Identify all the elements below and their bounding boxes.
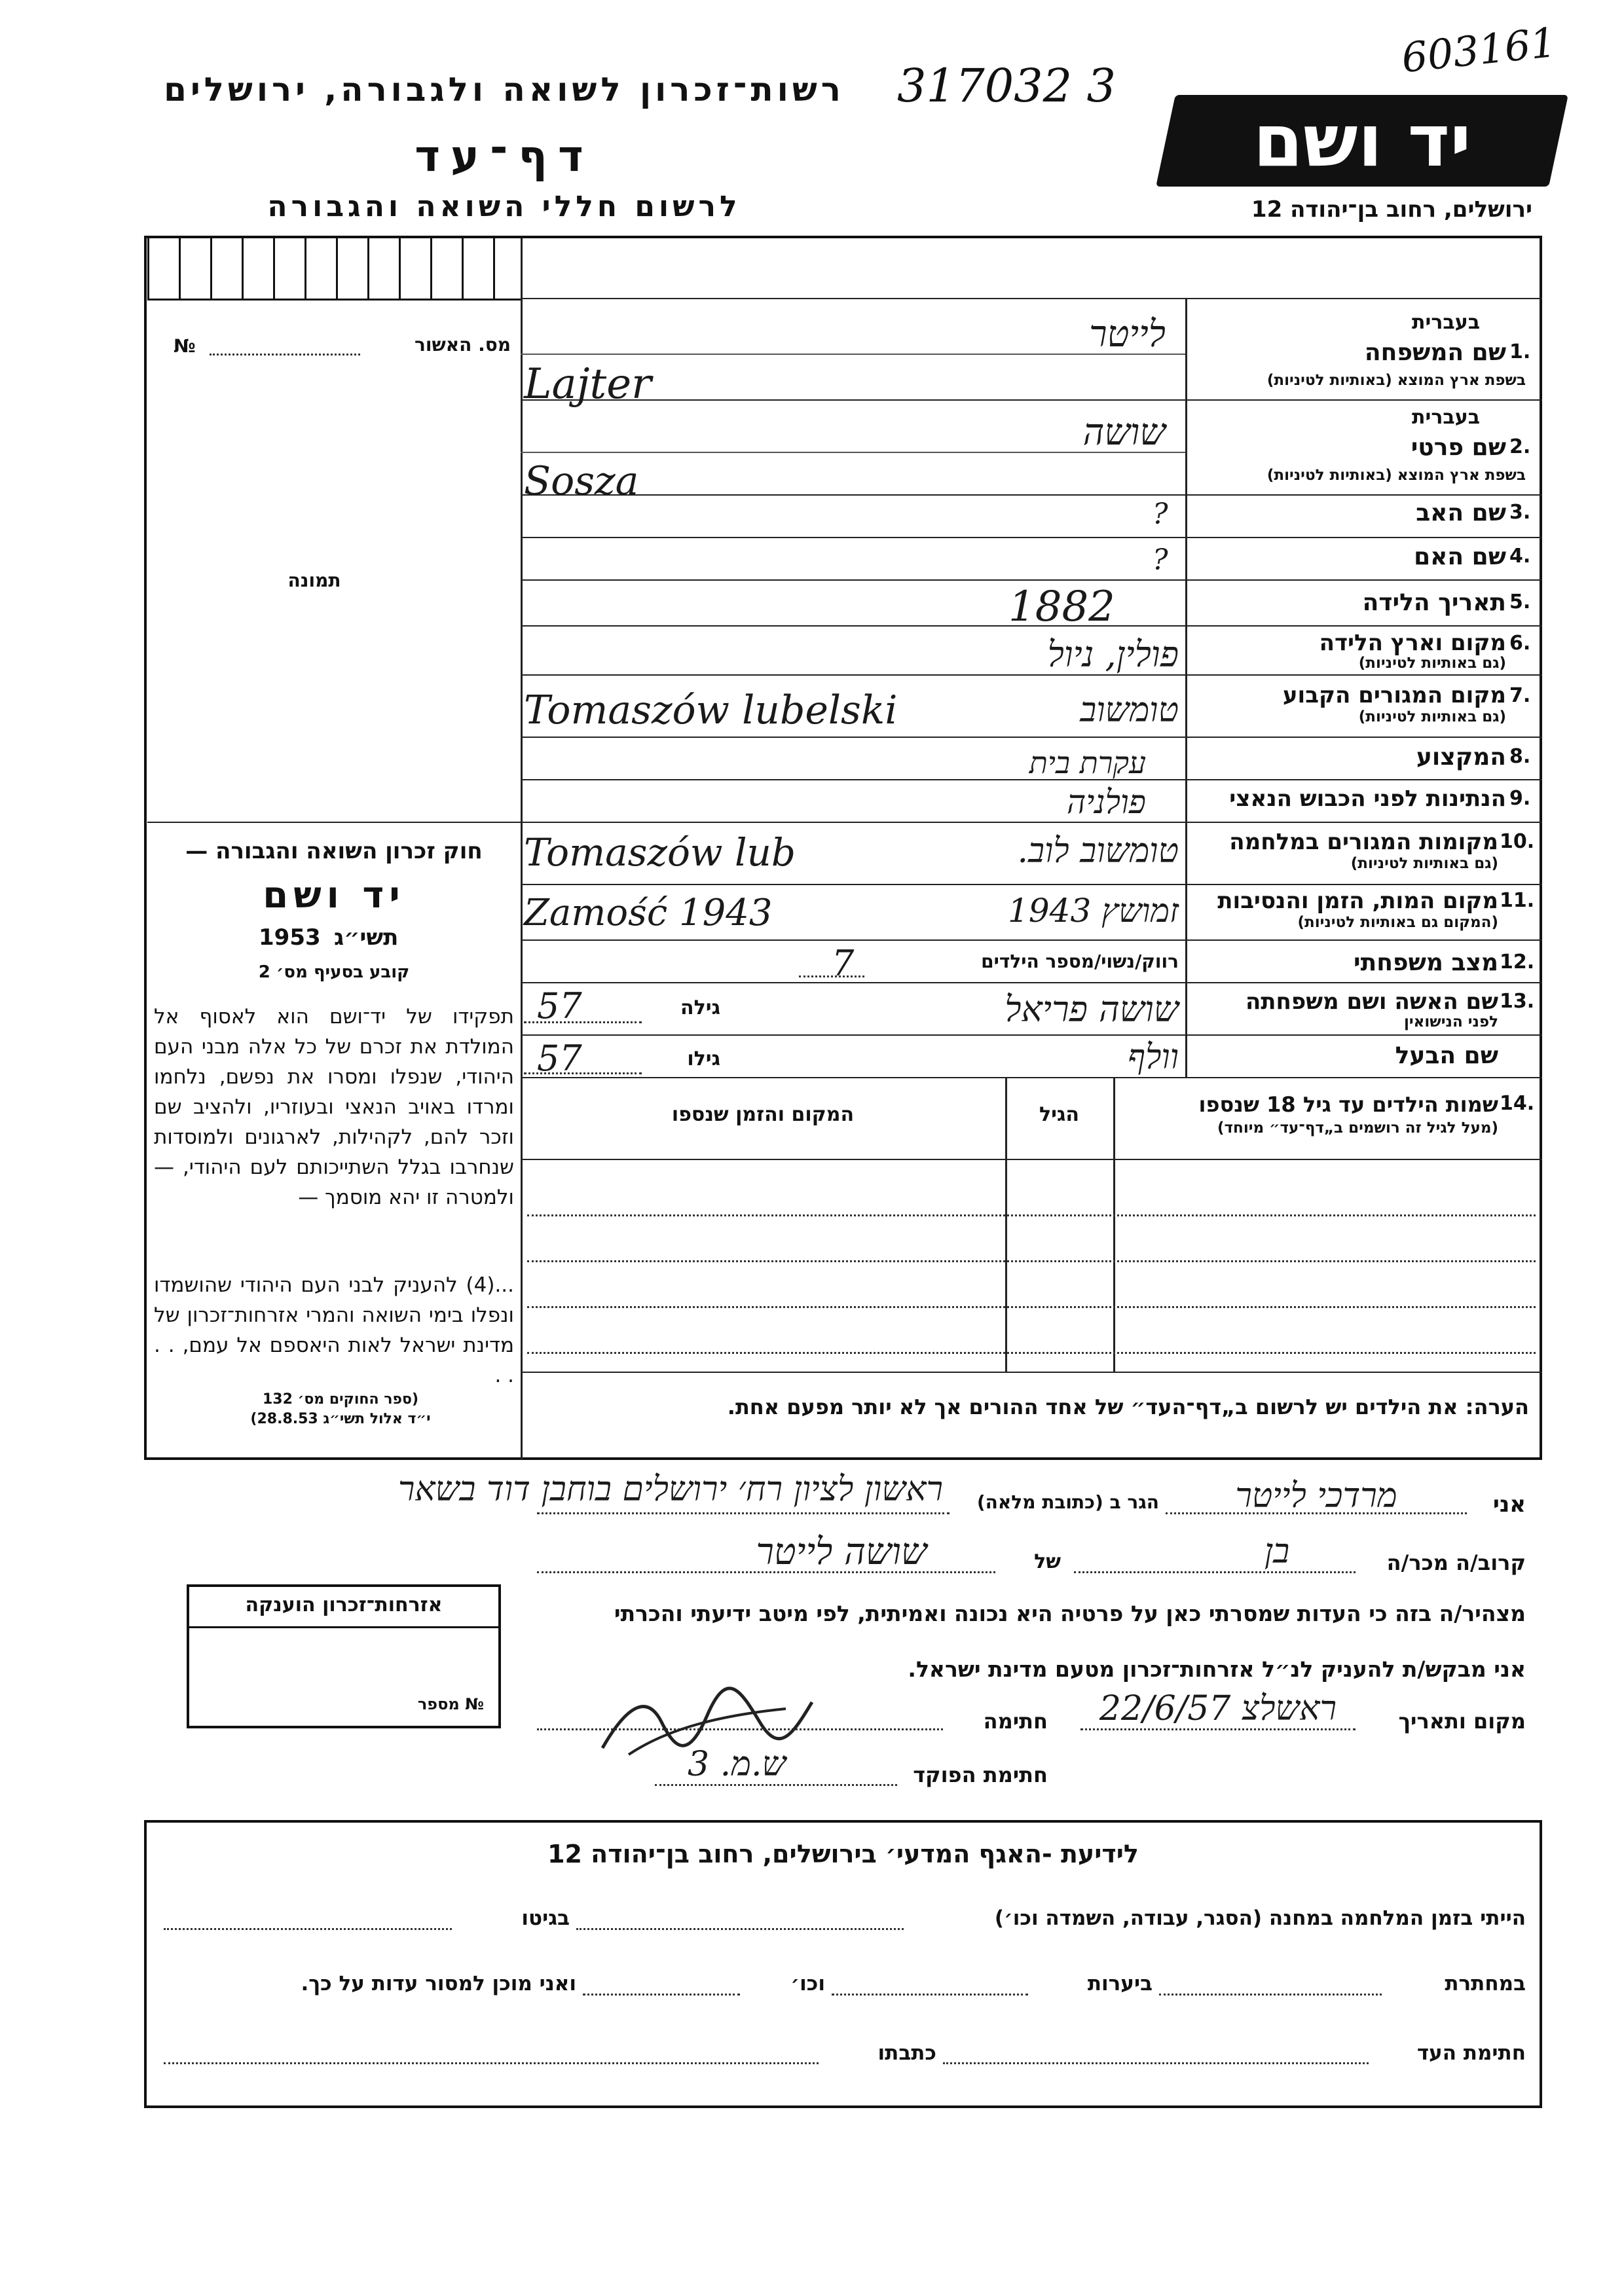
form-title: דף־עד [415, 131, 594, 181]
law-ref-1: (ספר החוקים מס׳ 132 [262, 1391, 419, 1408]
signature-label: חתימה [983, 1709, 1048, 1734]
field-13-age: 57 [537, 985, 582, 1027]
children-label: שמות הילדים עד גיל 18 שנספו [1198, 1092, 1498, 1117]
children-row-line [527, 1352, 1536, 1354]
field-11-value-heb: זמושץ 1943 [1008, 892, 1179, 930]
decl-name: מרדכי לייטר [1235, 1476, 1397, 1516]
field-13-sub: לפני הנישואין [1404, 1013, 1498, 1030]
decl-prefix: אני [1492, 1491, 1526, 1518]
decl-name-line [1166, 1512, 1467, 1514]
field-10-num: 10. [1500, 830, 1535, 853]
law-section: קובע בסעיף מס׳ 2 [258, 962, 410, 982]
info-row2-c: וכו׳ [790, 1972, 825, 1995]
law-box-top [147, 822, 521, 823]
stamp-number: 317032 3 [897, 59, 1116, 113]
field-10-sub: (גם באותיות לטיניות) [1350, 855, 1498, 872]
decl-line-4: אני מבקש/ת להעניק לנ״ל אזרחות־זכרון מטעם מדינת ישראל. [908, 1656, 1526, 1682]
field-13-num: 13. [1500, 990, 1535, 1013]
officer-line [655, 1784, 897, 1786]
field-12-line [799, 975, 864, 977]
field-1-label: שם המשפחה [1364, 339, 1506, 366]
husband-age: 57 [537, 1038, 582, 1079]
field-2-label: שם פרטי [1411, 434, 1506, 461]
info-row3-b: כתבתו [877, 2041, 936, 2065]
place-date-value: ראשלצ 22/6/57 [1099, 1689, 1337, 1728]
info-row3-line-b [164, 2062, 819, 2064]
place-date-line [1080, 1728, 1356, 1730]
decl-deceased-name: שושה לייטר [756, 1531, 927, 1573]
field-1-sub: בשפת ארץ המוצא (באותיות לטיניות) [1266, 372, 1526, 389]
field-11-label: מקום המות, הזמן והנסיבות [1217, 888, 1498, 914]
field-3-num: 3. [1509, 501, 1531, 524]
field-2-value-heb: שושה [1082, 411, 1166, 454]
field-3-value: ? [1153, 498, 1168, 531]
photo-label: תמונה [287, 570, 341, 591]
children-sub: (מעל לגיל זה רושמים ב„דף־עד״ מיוחד) [1217, 1120, 1498, 1137]
field-13-value: שושה פריאל [1005, 989, 1179, 1030]
row-sep [521, 399, 1542, 401]
field-12-num: 12. [1500, 951, 1535, 974]
field-10-value-lat: Tomaszów lub [524, 830, 796, 875]
info-row2-d: ואני מוכן למסור עדות על כך. [301, 1972, 576, 1995]
children-divider-1 [1113, 1077, 1115, 1372]
row-sep [521, 537, 1542, 538]
field-10-label: מקומות המגורים במלחמה [1229, 829, 1498, 855]
officer-label: חתימת הפוקד [913, 1762, 1048, 1787]
decl-of: של [1034, 1550, 1061, 1573]
info-row3-a: חתימת העד [1416, 2041, 1526, 2065]
husband-label: שם הבעל [1395, 1042, 1498, 1069]
form-subtitle: לרשום חללי השואה והגבורה [267, 190, 741, 223]
law-name: יד ושם [263, 874, 405, 917]
children-num: 14. [1500, 1092, 1535, 1115]
info-row1-b: בגיטו [521, 1906, 570, 1930]
info-row2-a: במחתרת [1445, 1972, 1526, 1995]
field-2-num: 2. [1509, 435, 1531, 458]
field-1-value-heb: לייטר [1089, 313, 1166, 355]
row-sep [521, 1034, 1542, 1036]
decl-relation-line [1074, 1571, 1356, 1573]
info-row1-line-b [164, 1928, 452, 1930]
law-ref-2: י״ד אלול תשי״ג 28.8.53) [250, 1411, 431, 1427]
law-year: 1953 [259, 924, 321, 951]
field-7-label: מקום המגורים הקבוע [1282, 682, 1506, 708]
info-row1-a: הייתי בזמן המלחמה במחנה (הסגר, עבודה, השמדה וכו׳) [994, 1906, 1526, 1930]
field-6-num: 6. [1509, 632, 1531, 655]
officer-value: ש.מ. 3 [688, 1745, 786, 1784]
grid-top [521, 298, 1542, 299]
field-7-value-heb: טומשוב [1080, 691, 1179, 730]
husband-age-label: גילו [687, 1048, 720, 1070]
row-sep [521, 737, 1542, 738]
field-12-value: 7 [832, 943, 855, 984]
decl-mid: הגר ב (כתובת מלאה) [976, 1491, 1159, 1513]
field-5-value: 1882 [1008, 583, 1115, 631]
row-sep [521, 494, 1542, 496]
field-7-num: 7. [1509, 684, 1531, 707]
children-header-line [521, 1159, 1542, 1160]
cert-label: מס. האשור [415, 334, 511, 355]
field-9-label: הנתינות לפני הכבוש הנאצי [1229, 786, 1506, 812]
field-6-sub: (גם באותיות לטיניות) [1358, 655, 1506, 672]
field-6-label: מקום וארץ הלידה [1319, 630, 1506, 656]
info-row3-line-a [943, 2062, 1369, 2064]
row-sep [521, 1077, 1542, 1078]
field-10-value-heb: טומשוב לוב. [1017, 831, 1179, 871]
row-sep [521, 884, 1542, 885]
info-row2-line-c [583, 1994, 740, 1995]
decl-deceased-line [537, 1571, 995, 1573]
field-1-hint: בעברית [1412, 311, 1480, 334]
cert-no-symbol: № [174, 335, 196, 357]
row-sep [521, 579, 1542, 581]
children-col-place: המקום והזמן שנספו [671, 1103, 855, 1126]
cert-number-line [210, 354, 360, 355]
field-13-age-line [524, 1021, 642, 1023]
yad-vashem-logo [1156, 95, 1568, 187]
children-row-line [527, 1260, 1536, 1262]
field-13-age-label: גילה [680, 996, 720, 1019]
field-2-value-lat: Sosza [524, 458, 639, 504]
info-row2-b: ביערות [1087, 1972, 1153, 1995]
field-12-label: מצב משפחתי [1354, 949, 1498, 976]
decl-line-3: מצהיר/ה בזה כי העדות שמסרתי כאן על פרטיה היא נכונה ואמיתית, לפי מיטב ידיעתי והכרתי [614, 1601, 1526, 1626]
place-date-label: מקום ותאריך [1398, 1709, 1526, 1734]
husband-value: וולף [1128, 1038, 1179, 1077]
field-6-value: פולין, ניול [1047, 634, 1179, 675]
field-2-sub: בשפת ארץ המוצא (באותיות לטיניות) [1266, 467, 1526, 484]
field-9-num: 9. [1509, 787, 1531, 810]
row-sep [521, 939, 1542, 941]
decl-relation-prefix: קרוב/ה מכר/ה [1386, 1550, 1526, 1575]
divider-left [521, 238, 523, 1459]
law-year-heb: תשי״ג [334, 924, 399, 951]
field-1-value-lat: Lajter [524, 360, 652, 409]
decl-address-line [537, 1512, 950, 1514]
children-bottom-line [521, 1372, 1542, 1373]
info-row2-line-a [1159, 1994, 1382, 1995]
field-11-sub: (המקום גם באותיות לטיניות) [1297, 914, 1498, 931]
org-title: רשות־זכרון לשואה ולגבורה, ירושלים [164, 71, 845, 109]
field-12-inline: רווק/נשוי/מספר הילדים [981, 951, 1179, 972]
corner-number: 603161 [1399, 18, 1559, 82]
info-row2-line-b [832, 1994, 1028, 1995]
field-9-value: פולניה [1066, 783, 1146, 821]
law-text-2: ...(4) להעניק לבני העם היהודי שהושמדו ונפלו בימי השואה והמרי אזרחות־זכרון של מדינת ישראל לאות היאספם אל עמם, . . . . [154, 1273, 514, 1387]
field-5-num: 5. [1509, 591, 1531, 613]
field-8-value: עקרת בית [1029, 745, 1146, 780]
field-11-value-lat: Zamość 1943 [524, 892, 773, 934]
field-1-num: 1. [1509, 340, 1531, 363]
field-7-sub: (גם באותיות לטיניות) [1358, 708, 1506, 725]
law-text: תפקידו של יד־ושם הוא לאסוף אל המולדת את זכרם של כל אלה מבני העם היהודי, שנפלו ומסרו את נפשם, נלחמו ומרדו באויב הנאצי ובעוזריו, ולהציב שם וזכר להם, לקהילות, לארגונים ולמוסדות שנחרבו בגלל השתייכותם לעם היהודי, — ולמטרה זו יהא מוסמך — [154, 1005, 514, 1209]
tick-boxes-top [147, 238, 521, 301]
field-8-num: 8. [1509, 745, 1531, 768]
honor-box-no: № מספר [417, 1695, 484, 1713]
field-2-hint: בעברית [1412, 406, 1480, 429]
honor-box [187, 1584, 501, 1728]
decl-address: ראשון לציון רח׳ ירושלים בוחבן דוד בשאר [397, 1470, 943, 1509]
husband-age-line [524, 1072, 642, 1074]
logo-text: יד ושם [1253, 99, 1471, 183]
children-row-line [527, 1214, 1536, 1216]
children-divider-2 [1005, 1077, 1007, 1372]
field-5-label: תאריך הלידה [1362, 589, 1506, 616]
field-4-value: ? [1153, 543, 1168, 577]
children-col-age: הגיל [1039, 1103, 1079, 1126]
field-8-label: המקצוע [1416, 744, 1506, 771]
field-11-num: 11. [1500, 889, 1535, 912]
row-sep [521, 982, 1542, 983]
children-row-line [527, 1306, 1536, 1308]
field-3-label: שם האב [1416, 500, 1506, 526]
field-7-value-lat: Tomaszów lubelski [524, 687, 898, 733]
field-4-label: שם האם [1414, 543, 1506, 570]
info-row1-line-a [576, 1928, 904, 1930]
field-13-label: שם האשה ושם משפחתה [1245, 989, 1498, 1015]
divider-labels [1185, 298, 1187, 1077]
row-sep [521, 822, 1542, 823]
address: ירושלים, רחוב בן־יהודה 12 [1251, 196, 1532, 223]
decl-relation: בן [1264, 1532, 1290, 1571]
law-title: חוק זכרון השואה והגבורה — [185, 838, 483, 864]
honor-box-title: אזרחות־זכרון הוענקה [245, 1594, 443, 1616]
info-title: לידיעת -האגף המדעי׳ בירושלים, רחוב בן־יהודה 12 [547, 1840, 1139, 1868]
children-note: הערה: את הילדים יש לרשום ב„דף־העד״ של אחד ההורים אך לא יותר מפעם אחת. [727, 1394, 1529, 1419]
field-4-num: 4. [1509, 545, 1531, 568]
